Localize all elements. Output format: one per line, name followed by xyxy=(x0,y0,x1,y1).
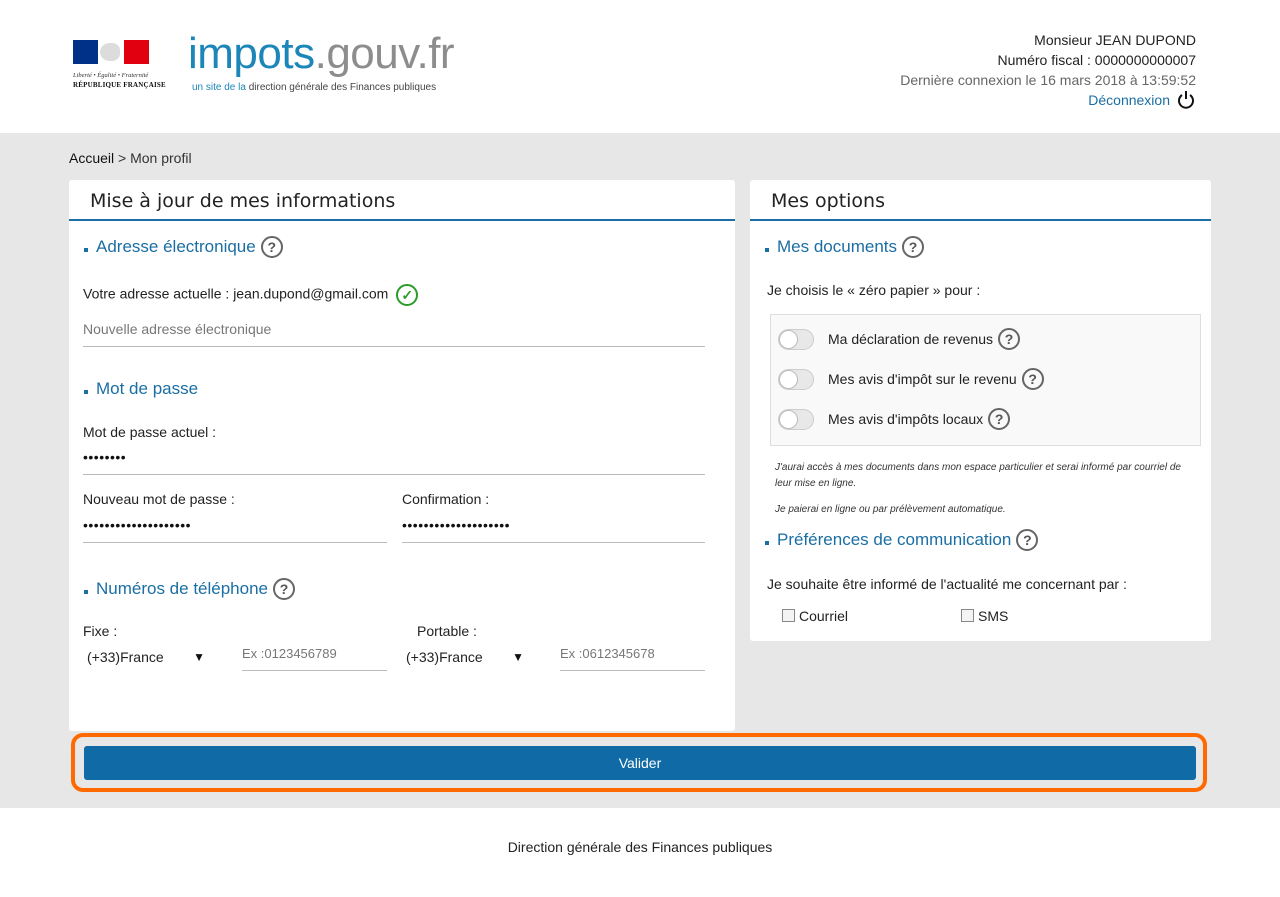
toggle-label: Mes avis d'impôts locaux xyxy=(828,411,984,427)
logo-text-2: .gouv.fr xyxy=(314,29,455,78)
logo-sub-main: direction générale des Finances publiques xyxy=(248,82,437,93)
zero-paper-options xyxy=(770,314,1201,446)
logout-link[interactable] xyxy=(1088,90,1196,110)
marianne-flag-icon xyxy=(73,40,149,64)
mobile-label: Portable : xyxy=(417,623,477,639)
current-email xyxy=(83,284,418,306)
fixe-country-select[interactable] xyxy=(87,649,205,665)
communication-intro: Je souhaite être informé de l'actualité me concernant par : xyxy=(767,576,1127,592)
email-section-title xyxy=(84,236,283,258)
toggle-label: Mes avis d'impôt sur le revenu xyxy=(828,371,1017,387)
mobile-phone-input[interactable] xyxy=(560,645,705,671)
motto: Liberté • Égalité • Fraternité xyxy=(73,72,149,79)
fixe-label: Fixe : xyxy=(83,623,118,639)
impots-gouv-logo[interactable] xyxy=(188,30,454,93)
toggle-row-avis-revenu xyxy=(778,368,1044,390)
sms-option[interactable] xyxy=(961,608,1008,624)
documents-section-title xyxy=(765,236,924,258)
documents-section-label: Mes documents xyxy=(777,237,897,256)
panel-title: Mise à jour de mes informations xyxy=(69,180,735,221)
check-circle-icon: ✓ xyxy=(396,284,418,306)
logo-text-1: impots xyxy=(188,29,315,78)
mobile-country-select[interactable] xyxy=(406,649,524,665)
current-password-input[interactable] xyxy=(83,449,705,475)
current-password-label: Mot de passe actuel : xyxy=(83,424,217,440)
help-icon[interactable]: ? xyxy=(261,236,283,258)
fixe-phone-input[interactable] xyxy=(242,645,387,671)
password-section-label: Mot de passe xyxy=(96,379,199,398)
confirm-password-input[interactable] xyxy=(402,517,705,543)
sms-checkbox[interactable] xyxy=(961,609,974,622)
validate-button[interactable]: Valider xyxy=(84,746,1196,780)
confirm-password-label: Confirmation : xyxy=(402,491,490,507)
help-icon[interactable]: ? xyxy=(1022,368,1044,390)
new-email-placeholder: Nouvelle adresse électronique xyxy=(83,321,272,337)
help-icon[interactable]: ? xyxy=(273,578,295,600)
help-icon[interactable]: ? xyxy=(998,328,1020,350)
breadcrumb-separator: > xyxy=(118,150,127,166)
breadcrumb-home[interactable]: Accueil xyxy=(69,150,115,166)
help-icon[interactable]: ? xyxy=(1016,529,1038,551)
logo-sub-prefix: un site de la xyxy=(192,82,246,93)
courriel-option[interactable] xyxy=(782,608,848,624)
current-password-value: •••••••• xyxy=(83,449,127,465)
email-section-label: Adresse électronique xyxy=(96,237,256,256)
documents-note-payment: Je paierai en ligne ou par prélèvement automatique. xyxy=(775,504,1006,515)
phone-section-title xyxy=(84,578,295,600)
submit-highlight xyxy=(71,733,1207,792)
last-login: Dernière connexion le 16 mars 2018 à 13:59:52 xyxy=(900,72,1196,88)
user-info xyxy=(900,30,1196,110)
zero-paper-intro: Je choisis le « zéro papier » pour : xyxy=(767,282,981,298)
courriel-label: Courriel xyxy=(799,608,849,624)
toggle-row-declaration xyxy=(778,328,1020,350)
fixe-phone-placeholder: Ex :0123456789 xyxy=(242,646,337,661)
documents-note-access: J'aurai accès à mes documents dans mon espace particulier et serai informé par courriel de leur mise en ligne. xyxy=(775,462,1181,489)
new-email-input[interactable] xyxy=(83,321,705,347)
update-info-panel xyxy=(69,180,735,731)
mobile-country-value: (+33)France xyxy=(406,649,483,665)
user-name: Monsieur JEAN DUPOND xyxy=(1034,32,1196,48)
sms-label: SMS xyxy=(978,608,1009,624)
footer xyxy=(0,808,1280,897)
breadcrumb xyxy=(69,150,192,166)
republique-francaise-logo xyxy=(73,40,166,92)
main-content xyxy=(0,133,1280,808)
options-panel xyxy=(750,180,1211,641)
power-icon[interactable] xyxy=(1176,90,1196,110)
dropdown-arrow-icon: ▼ xyxy=(193,650,205,664)
panel-title: Mes options xyxy=(750,180,1211,221)
new-password-input[interactable] xyxy=(83,517,387,543)
communication-section-label: Préférences de communication xyxy=(777,530,1012,549)
courriel-checkbox[interactable] xyxy=(782,609,795,622)
help-icon[interactable]: ? xyxy=(902,236,924,258)
footer-text: Direction générale des Finances publiques xyxy=(507,839,773,855)
password-section-title xyxy=(84,379,198,399)
toggle-switch[interactable] xyxy=(778,329,814,350)
new-password-label: Nouveau mot de passe : xyxy=(83,491,235,507)
site-header xyxy=(0,0,1280,133)
fixe-country-value: (+33)France xyxy=(87,649,164,665)
toggle-switch[interactable] xyxy=(778,409,814,430)
breadcrumb-current: Mon profil xyxy=(130,150,192,166)
mobile-phone-placeholder: Ex :0612345678 xyxy=(560,646,655,661)
communication-section-title xyxy=(765,529,1038,551)
toggle-label: Ma déclaration de revenus xyxy=(828,331,993,347)
republic-label: RÉPUBLIQUE FRANÇAISE xyxy=(73,81,166,89)
new-password-value: •••••••••••••••••••• xyxy=(83,517,192,533)
confirm-password-value: •••••••••••••••••••• xyxy=(402,517,511,533)
current-email-label: Votre adresse actuelle : jean.dupond@gmail.com xyxy=(83,285,389,302)
help-icon[interactable]: ? xyxy=(988,408,1010,430)
toggle-switch[interactable] xyxy=(778,369,814,390)
dropdown-arrow-icon: ▼ xyxy=(512,650,524,664)
toggle-row-impots-locaux xyxy=(778,408,1010,430)
fiscal-number: Numéro fiscal : 0000000000007 xyxy=(997,52,1196,68)
phone-section-label: Numéros de téléphone xyxy=(96,579,269,598)
logout-label: Déconnexion xyxy=(1088,92,1170,108)
